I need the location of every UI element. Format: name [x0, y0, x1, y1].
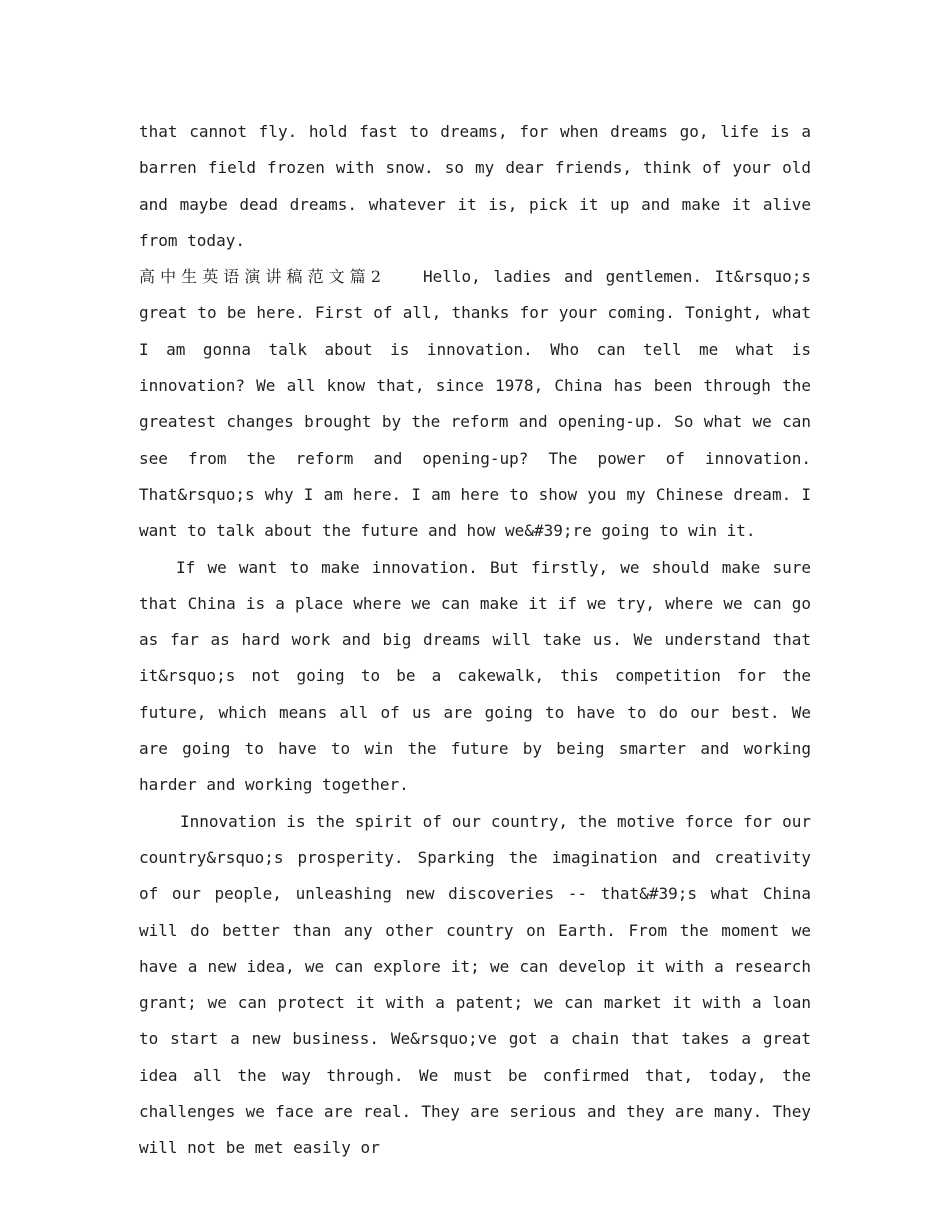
paragraph-speech-2-intro	[139, 259, 811, 549]
paragraph-text: Hello, ladies and gentlemen. It&rsquo;s great to be here. First of all, thanks for your coming. Tonight, what I am gonna talk about is innovation. Who can tell me what is innovation? We all know that, since 1978, China has been through the greatest changes brought by the reform and opening-up. So what we can see from the reform and opening-up? The power of innovation. That&rsquo;s why I am here. I am here to show you my Chinese dream. I want to talk about the future and how we&#39;re going to win it.	[139, 267, 811, 541]
paragraph-innovation-spirit: Innovation is the spirit of our country, the motive force for our country&rsquo;s prosperity. Sparking the imagination and creativity of our people, unleashing new discoveries -- that&#39;s what China will do better than any other country on Earth. From the moment we have a new idea, we can explore it; we can develop it with a research grant; we can protect it with a patent; we can market it with a loan to start a new business. We&rsquo;ve got a chain that takes a great idea all the way through. We must be confirmed that, today, the challenges we face are real. They are serious and they are many. They will not be met easily or	[139, 811, 811, 1158]
paragraph-continuation: that cannot fly. hold fast to dreams, for when dreams go, life is a barren field frozen with snow. so my dear friends, think of your old and maybe dead dreams. whatever it is, pick it up and make it alive from today.	[139, 122, 811, 250]
document-body	[139, 114, 811, 1167]
section-heading: 高中生英语演讲稿范文篇2	[139, 267, 384, 287]
paragraph-innovation-competition: If we want to make innovation. But firstly, we should make sure that China is a place where we can make it if we try, where we can go as far as hard work and big dreams will take us. We understand that it&rsquo;s not going to be a cakewalk, this competition for the future, which means all of us are going to have to do our best. We are going to have to win the future by being smarter and working harder and working together.	[139, 557, 811, 795]
